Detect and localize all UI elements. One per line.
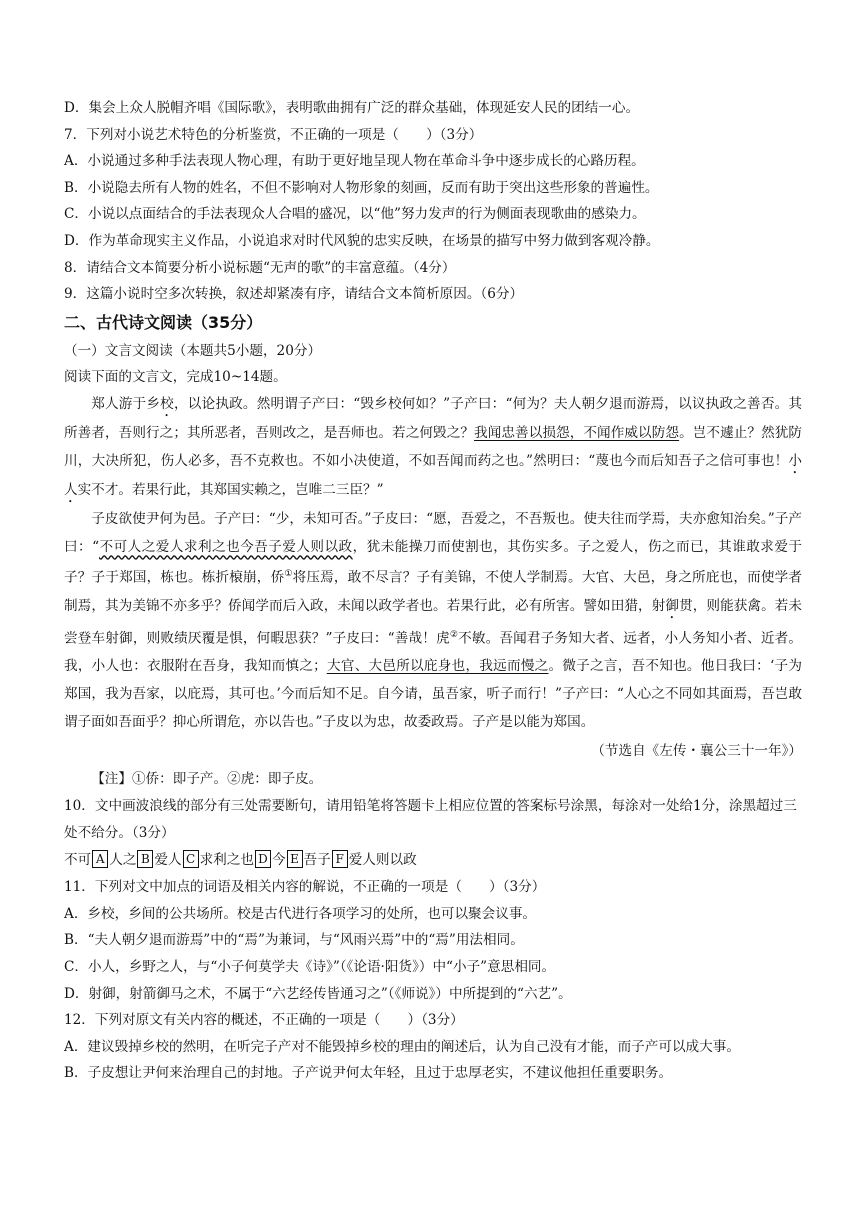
question-11: 11．下列对文中加点的词语及相关内容的解说，不正确的一项是（ ）（3分） [64, 879, 546, 896]
passage-paragraph-2 [64, 506, 802, 737]
q7-option-b: B．小说隐去所有人物的姓名，不但不影响对人物形象的刻画，反而有助于突出这些形象的普遍性。 [64, 179, 659, 196]
text-segment: ，犹未能操刀而使割也，其伤实多。子之爱人，伤之而已，其谁敢求爱于子？子于郑国，栋也。栋折榱崩，侨 [64, 538, 803, 586]
section-subtitle: （一）文言文阅读（本题共5小题，20分） [64, 342, 322, 359]
text-segment: 郑人游于乡 [91, 395, 161, 412]
q11-option-a: A．乡校，乡间的公共场所。校是古代进行各项学习的处所，也可以聚会议事。 [64, 905, 537, 922]
break-segment: 爱人则以政 [348, 852, 417, 869]
underlined-sentence: 我闻忠善以损怨，不闻作威以防怨 [474, 424, 680, 441]
dotted-word: 御 [665, 597, 680, 614]
break-box-a: A [92, 850, 108, 868]
q11-option-b: B．“夫人朝夕退而游焉”中的“焉”为兼词，与“风雨兴焉”中的“焉”用法相同。 [64, 932, 524, 949]
break-box-e: E [287, 850, 303, 868]
break-segment: 人之 [109, 852, 137, 869]
break-box-c: C [183, 850, 199, 868]
q12-option-a: A．建议毁掉乡校的然明，在听完子产对不能毁掉乡校的理由的阐述后，认为自己没有才能，而子产可以成大事。 [64, 1038, 740, 1055]
dotted-word: 校 [160, 395, 174, 412]
q7-option-d: D．作为革命现实主义作品，小说追求对时代风貌的忠实反映，在场景的描写中努力做到客观冷静。 [64, 232, 660, 249]
question-9: 9．这篇小说时空多次转换，叙述却紧凑有序，请结合文本简析原因。（6分） [64, 286, 524, 303]
question-12: 12．下列对原文有关内容的概述，不正确的一项是（ ）（3分） [64, 1012, 464, 1029]
q11-option-c: C．小人，乡野之人，与“小子何莫学夫《诗》”（《论语·阳货》）中“小子”意思相同。 [64, 958, 556, 975]
text-segment: 实不才。若果行此，其郑国实赖之，岂唯二三臣？” [77, 481, 384, 498]
text-segment: 。岂不遽止？然犹防川，大决所犯，伤人必多，吾不克救也。不如小决使道，不如吾闻而药之也。”然明曰：“蔑也今而后知吾子之信可事也！ [64, 424, 803, 469]
break-segment: 吾子 [303, 852, 331, 869]
sentence-break-options [64, 846, 802, 874]
q7-option-c: C．小说以点面结合的手法表现众人合唱的盛况，以“他”努力发声的行为侧面表现歌曲的感染力。 [64, 206, 646, 223]
break-box-d: D [255, 850, 271, 868]
break-segment: 今 [271, 852, 286, 869]
reading-instruction: 阅读下面的文言文，完成10~14题。 [64, 369, 287, 386]
passage-paragraph-1 [64, 391, 802, 506]
wavy-underlined-sentence: 不可人之爱人求利之也今吾子爱人则以政 [99, 538, 353, 555]
text-segment: 贯，则能获禽。若未尝登车射御，则败绩厌覆是惧，何暇思获？”子皮曰：“善哉！虎 [64, 597, 803, 647]
text-segment: 。微子之言，吾不知也。他日我曰：‘子为郑国，我为吾家，以庇焉，其可也。’今而后知不足。自今请，虽吾家，听子而行！”子产曰：“人心之不同如其面焉，吾岂敢谓子面如吾面乎？抑心所谓危，亦以告也。”子皮以为忠，故委政焉。子产是以能为郑国。 [64, 657, 802, 730]
q6-option-d: D．集会上众人脱帽齐唱《国际歌》，表明歌曲拥有广泛的群众基础，体现延安人民的团结一心。 [64, 100, 640, 116]
underlined-sentence: 大官、大邑所以庇身也，我远而慢之 [326, 657, 549, 674]
text-segment: ，以论执政。然明谓子产曰：“毁乡校何如？”子产曰：“何为？夫人朝夕退而游焉，以议执政之善否。其所善者，吾则行之；其所恶者，吾则改之，是吾师也。若之何毁之？ [64, 395, 803, 441]
break-segment: 爱人 [154, 852, 182, 869]
classical-passage [64, 391, 802, 736]
q7-option-a: A．小说通过多种手法表现人物心理，有助于更好地呈现人物在革命斗争中逐步成长的心路历程。 [64, 153, 645, 170]
break-segment: 不可 [64, 852, 92, 869]
question-7: 7．下列对小说艺术特色的分析鉴赏，不正确的一项是（ ）（3分） [64, 126, 483, 143]
text-segment: 不敏。吾闻君子务知大者、远者，小人务知小者、近者。我，小人也：衣服附在吾身，我知而慎之； [64, 630, 802, 674]
exam-page [64, 95, 802, 1087]
passage-note: 【注】①侨：即子产。②虎：即子皮。 [91, 771, 323, 788]
break-box-f: F [332, 850, 348, 868]
q12-option-b: B．子皮想让尹何来治理自己的封地。子产说尹何太年轻，且过于忠厚老实，不建议他担任重要职务。 [64, 1065, 673, 1082]
text-segment: 将压焉，敢不尽言？子有美锦，不使人学制焉。大官、大邑，身之所庇也，而使学者制焉，其为美锦不亦多乎？侨闻学而后入政，未闻以政学者也。若果行此，必有所害。譬如田猎，射 [64, 569, 802, 614]
footnote-marker: ② [449, 629, 459, 640]
text-segment: 子皮欲使尹何为邑。子产曰：“少，未知可否。”子皮曰：“愿，吾爱之，不吾叛也。使夫往而学焉，夫亦愈知治矣。”子产曰：“ [64, 510, 802, 555]
question-8: 8．请结合文本简要分析小说标题“无声的歌”的丰富意蕴。（4分） [64, 259, 456, 276]
footnote-marker: ① [284, 569, 293, 580]
break-segment: 求利之也 [199, 852, 254, 869]
section-title: 二、古代诗文阅读（35分） [64, 312, 263, 332]
question-10: 10．文中画波浪线的部分有三处需要断句，请用铅笔将答题卡上相应位置的答案标号涂黑，每涂对一处给1分，涂黑超过三处不给分。（3分） [64, 797, 797, 841]
break-box-b: B [137, 850, 153, 868]
dotted-word: 小人 [64, 452, 802, 498]
passage-source: （节选自《左传・襄公三十一年》） [591, 743, 802, 760]
q11-option-d: D．射御，射箭御马之术，不属于“六艺经传皆通习之”（《师说》）中所提到的“六艺”。 [64, 985, 572, 1002]
